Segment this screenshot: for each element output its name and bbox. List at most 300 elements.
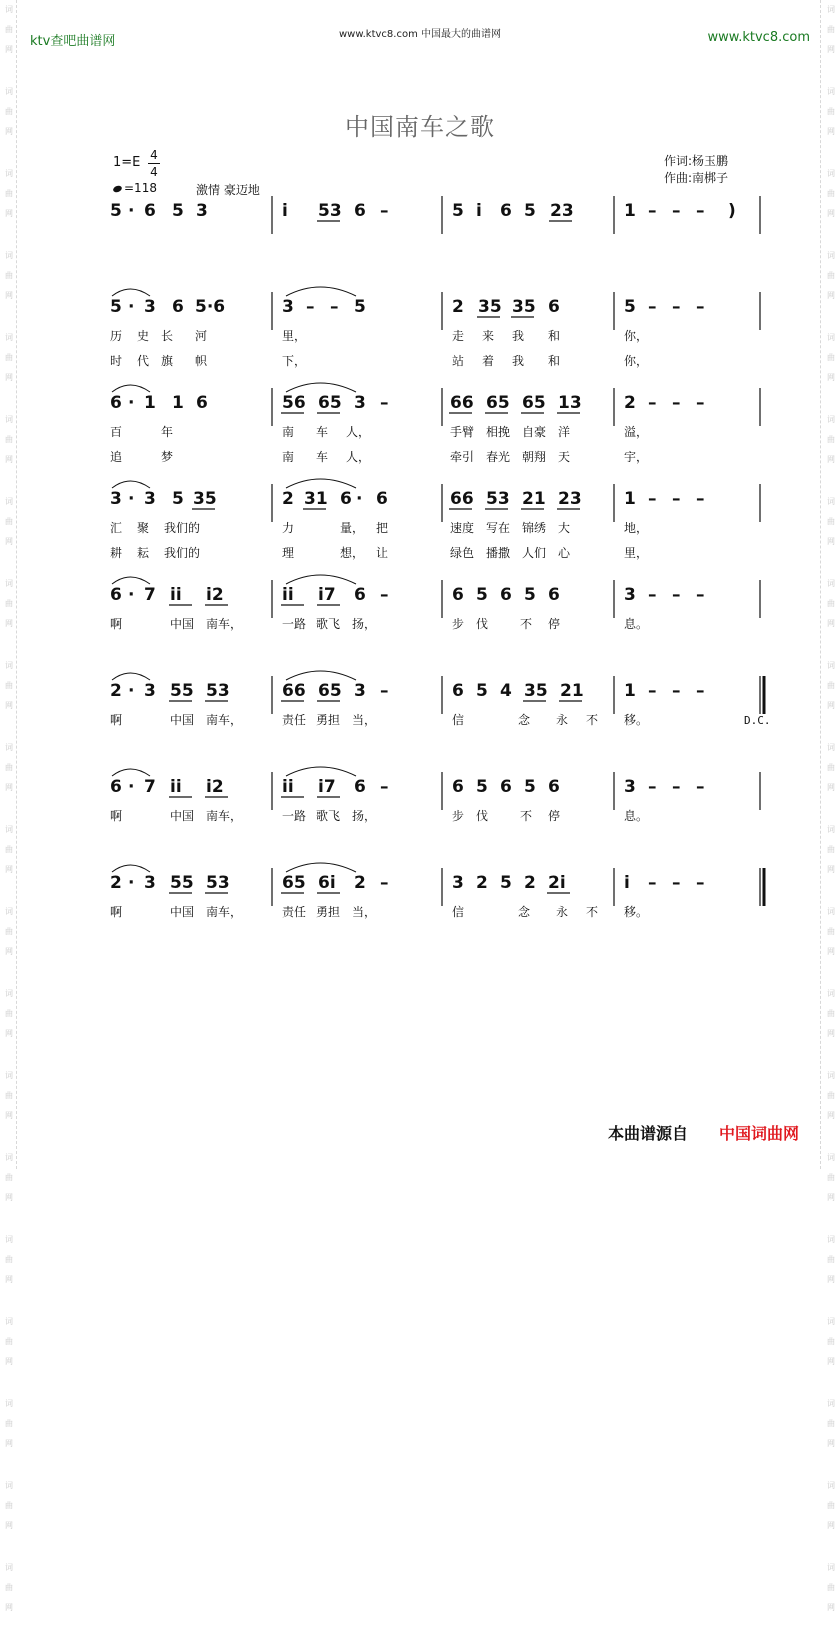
lyric: 理 [282,546,295,560]
note: 6i [318,873,336,893]
watermark-glyph: 词 [5,907,13,916]
note: 23 [550,201,574,221]
expression-marking: 激情 豪迈地 [196,183,260,197]
watermark-glyph: 曲 [5,1583,13,1592]
watermark-glyph: 词 [5,251,13,260]
note: 53 [318,201,342,221]
watermark-glyph: 网 [5,45,13,54]
slur [112,385,150,392]
note: 6 [376,489,388,509]
note: 6 [144,201,156,221]
watermark-glyph: 词 [5,743,13,752]
watermark-glyph: 网 [827,1111,835,1120]
lyric: 人， [346,450,371,464]
lyric: 下， [282,354,307,368]
watermark-glyph: 曲 [5,1009,13,1018]
lyric: 你， [624,354,649,368]
note: ii [282,777,294,797]
slur [286,671,356,680]
note: 53 [206,681,230,701]
note: – [380,777,389,797]
lyric: 梦 [161,450,174,464]
note: 3 [196,201,208,221]
lyric: 宇， [624,450,649,464]
note: 65 [282,873,306,893]
watermark-glyph: 曲 [827,435,835,444]
lyric: 永 [556,905,569,919]
watermark-glyph: 网 [827,373,835,382]
watermark-glyph: 曲 [827,681,835,690]
watermark-glyph: 词 [827,169,835,178]
note: – [648,777,657,797]
slur [112,769,150,776]
lyric: 车 [316,450,329,464]
watermark-glyph: 词 [827,1317,835,1326]
note: 6 [110,777,122,797]
watermark-glyph: 网 [5,373,13,382]
slur [112,289,150,296]
lyric: 站 [452,354,465,368]
lyric: 聚 [137,521,150,535]
watermark-glyph: 曲 [5,353,13,362]
note: 6 [110,585,122,605]
lyric: 牵引 [450,450,475,464]
watermark-glyph: 曲 [5,845,13,854]
note: 6 [172,297,184,317]
lyric: 步 [452,617,465,631]
watermark-glyph: 网 [5,783,13,792]
note: · [356,489,363,509]
watermark-glyph: 词 [5,1481,13,1490]
lyric: 中国 [170,713,195,727]
score-system [110,863,764,919]
note: 2 [110,873,122,893]
watermark-glyph: 词 [5,1399,13,1408]
note: 5 [172,201,184,221]
score-system [110,671,764,727]
lyric: 当， [352,905,377,919]
note: 55 [170,873,194,893]
lyric: 春光 [486,450,511,464]
watermark-glyph: 曲 [827,763,835,772]
slur [286,383,356,392]
note: 3 [144,297,156,317]
da-capo-mark: D.C. [744,714,771,727]
note: 56 [282,393,306,413]
lyric: 扬， [352,617,377,631]
note: – [648,489,657,509]
slur [286,767,356,776]
note: 2 [624,393,636,413]
watermark-glyph: 词 [5,5,13,14]
note: – [380,585,389,605]
score-system [110,767,760,823]
lyric: 车 [316,425,329,439]
note: 1 [144,393,156,413]
note: · [128,873,135,893]
note: – [672,489,681,509]
watermark-glyph: 词 [827,1153,835,1162]
note: 7 [144,777,156,797]
watermark-glyph: 网 [827,1603,835,1612]
lyric: 啊 [110,809,123,823]
lyric: 长 [161,329,174,343]
note: · [128,777,135,797]
note: 3 [110,489,122,509]
note: 6 [452,585,464,605]
note: 21 [522,489,546,509]
watermark-glyph: 曲 [827,271,835,280]
note: · [128,201,135,221]
watermark-glyph: 词 [827,415,835,424]
watermark-glyph: 词 [827,1563,835,1572]
watermark-glyph: 网 [827,865,835,874]
watermark-glyph: 词 [827,5,835,14]
note: – [672,873,681,893]
note: 6 [500,201,512,221]
note: i [476,201,482,221]
note: – [696,393,705,413]
watermark-glyph: 词 [5,1563,13,1572]
note: 6 [354,201,366,221]
note: 2 [476,873,488,893]
note: 5 [500,873,512,893]
watermark-glyph: 网 [827,537,835,546]
lyric: 相挽 [486,425,511,439]
note: 6 [452,777,464,797]
lyric: 中国 [170,809,195,823]
lyric: 大 [558,521,571,535]
note: i7 [318,585,336,605]
lyric: 信 [452,905,465,919]
watermark-glyph: 网 [827,947,835,956]
watermark-glyph: 网 [5,1111,13,1120]
note: – [648,681,657,701]
lyric: 时 [110,354,123,368]
watermark-glyph: 网 [5,701,13,710]
lyric: 伐 [476,617,489,631]
watermark-glyph: 词 [827,251,835,260]
watermark-glyph: 网 [5,537,13,546]
watermark-glyph: 词 [5,989,13,998]
watermark-glyph: 词 [827,1071,835,1080]
note: 6 [452,681,464,701]
lyric: 啊 [110,713,123,727]
lyric: 南 [282,425,295,439]
watermark-glyph: 网 [827,1439,835,1448]
note: 3 [354,393,366,413]
lyric: 汇 [110,521,123,535]
note: – [672,297,681,317]
lyric: 南 [282,450,295,464]
watermark-glyph: 网 [5,1439,13,1448]
watermark-glyph: 曲 [827,189,835,198]
watermark-glyph: 词 [827,579,835,588]
lyric: 溢， [624,425,649,439]
lyric: 史 [137,329,150,343]
note: i [624,873,630,893]
watermark-glyph: 曲 [827,927,835,936]
lyric: 念 [518,713,531,727]
note: 6 [354,777,366,797]
site-url-right[interactable]: www.ktvc8.com [707,30,810,45]
watermark-glyph: 词 [827,333,835,342]
watermark-glyph: 曲 [5,1501,13,1510]
note: – [380,393,389,413]
lyric: 当， [352,713,377,727]
source-site-link[interactable]: 中国词曲网 [719,1124,800,1143]
watermark-glyph: 网 [5,865,13,874]
note: 2 [524,873,536,893]
lyric: 历 [110,329,123,343]
note: ii [170,777,182,797]
note: 6 [354,585,366,605]
note: 53 [206,873,230,893]
note: · [128,489,135,509]
watermark-glyph: 词 [5,661,13,670]
lyric: 速度 [450,521,475,535]
watermark-glyph: 曲 [5,189,13,198]
lyric: 把 [376,521,389,535]
watermark-glyph: 网 [827,619,835,628]
watermark-glyph: 网 [5,1275,13,1284]
watermark-glyph: 词 [827,1481,835,1490]
note: 65 [486,393,510,413]
note: – [648,297,657,317]
watermark-glyph: 曲 [5,1419,13,1428]
lyric: 息。 [624,809,649,823]
watermark-glyph: 词 [5,87,13,96]
lyric: 中国 [170,905,195,919]
lyric: 力 [282,521,295,535]
note: 3 [144,681,156,701]
lyric: 我们的 [164,546,201,560]
note: 35 [478,297,502,317]
lyric: 走 [452,329,465,343]
lyric: 想， [340,546,365,560]
note: – [380,201,389,221]
watermark-glyph: 词 [827,661,835,670]
note: 53 [486,489,510,509]
lyric: 我 [512,354,525,368]
note: 55 [170,681,194,701]
watermark-glyph: 词 [5,1071,13,1080]
watermark-glyph: 曲 [5,517,13,526]
source-label: 本曲谱源自 [608,1124,689,1143]
lyric: 洋 [558,425,571,439]
lyric: 让 [376,546,389,560]
slur [112,577,150,584]
note: 5 [476,585,488,605]
note: · [128,585,135,605]
time-signature-bottom: 4 [148,163,160,180]
note: – [648,873,657,893]
note: 66 [450,489,474,509]
watermark-glyph: 网 [827,1521,835,1530]
lyric: 中国 [170,617,195,631]
score-system [110,196,760,234]
note: 5 [476,777,488,797]
lyric: 里， [282,329,307,343]
note: 2 [452,297,464,317]
lyric: 责任 [282,713,307,727]
watermark-glyph: 曲 [827,353,835,362]
note: 5 [476,681,488,701]
lyric: 永 [556,713,569,727]
song-title: 中国南车之歌 [345,113,495,141]
note: · [128,297,135,317]
note: i2 [206,585,224,605]
lyric: 南车， [206,809,243,823]
lyric: 和 [548,354,561,368]
note: 2i [548,873,566,893]
note: ii [282,585,294,605]
watermark-glyph: 词 [5,1153,13,1162]
watermark-glyph: 网 [5,1357,13,1366]
note: – [330,297,339,317]
watermark-glyph: 网 [827,1275,835,1284]
note: 1 [172,393,184,413]
lyric: 播撒 [486,546,511,560]
note: 66 [450,393,474,413]
lyric: 河 [195,329,208,343]
note: – [696,201,705,221]
slur [286,863,356,872]
note: 5 [452,201,464,221]
lyric: 帜 [195,354,208,368]
watermark-glyph: 曲 [5,681,13,690]
lyric: 责任 [282,905,307,919]
lyric: 信 [452,713,465,727]
lyricist-credit: 作词:杨玉鹏 [664,154,729,168]
slur [112,673,150,680]
watermark-glyph: 网 [827,1193,835,1202]
note: – [648,201,657,221]
slur [286,479,356,488]
lyric: 和 [548,329,561,343]
lyric: 心 [558,546,571,560]
note: – [672,585,681,605]
lyric: 年 [161,425,174,439]
note: 5 [354,297,366,317]
watermark-glyph: 曲 [827,25,835,34]
note: 3 [354,681,366,701]
lyric: 停 [548,617,561,631]
note: 3 [144,873,156,893]
watermark-glyph: 词 [827,907,835,916]
site-name-left[interactable]: ktv查吧曲谱网 [30,34,116,49]
note: 65 [522,393,546,413]
note: 6 [548,585,560,605]
watermark-glyph: 网 [827,209,835,218]
watermark-glyph: 词 [5,579,13,588]
lyric: 我 [512,329,525,343]
lyric: 地， [624,521,649,535]
watermark-glyph: 词 [827,743,835,752]
note: 4 [500,681,512,701]
watermark-glyph: 曲 [5,599,13,608]
watermark-glyph: 曲 [827,1583,835,1592]
lyric: 锦绣 [522,521,547,535]
lyric: 人们 [522,546,547,560]
note: 5 [624,297,636,317]
note: 5 [110,297,122,317]
watermark-glyph: 网 [5,1029,13,1038]
lyric: 啊 [110,905,123,919]
lyric: 歌飞 [316,617,341,631]
note: 6 [548,297,560,317]
lyric: 绿色 [450,546,475,560]
note: – [672,681,681,701]
tempo-value: =118 [124,181,157,195]
note: – [696,489,705,509]
watermark-glyph: 曲 [827,1173,835,1182]
watermark-glyph: 词 [5,333,13,342]
note: 3 [624,585,636,605]
note: 2 [282,489,294,509]
lyric: 百 [110,425,123,439]
watermark-glyph: 曲 [5,271,13,280]
watermark-glyph: 词 [5,497,13,506]
site-slogan: www.ktvc8.com 中国最大的曲谱网 [338,29,501,40]
note: – [696,585,705,605]
note: 35 [512,297,536,317]
note: – [696,681,705,701]
note: 65 [318,681,342,701]
note: 6 [500,777,512,797]
lyric: 一路 [282,809,307,823]
lyric: 勇担 [316,713,341,727]
lyric: 扬， [352,809,377,823]
lyric: 量， [340,521,365,535]
watermark-glyph: 网 [5,1521,13,1530]
watermark-glyph: 词 [827,1399,835,1408]
note: 5 [524,777,536,797]
lyric: 南车， [206,617,243,631]
watermark-glyph: 曲 [5,1091,13,1100]
watermark-glyph: 曲 [827,845,835,854]
lyric: 勇担 [316,905,341,919]
score-system [110,575,760,631]
note: 6 [340,489,352,509]
watermark-glyph: 词 [827,825,835,834]
watermark-glyph: 曲 [5,1337,13,1346]
note: 21 [560,681,584,701]
note: i [282,201,288,221]
lyric: 代 [137,354,150,368]
lyric: 追 [110,450,123,464]
watermark-glyph: 曲 [827,1255,835,1264]
watermark-glyph: 曲 [5,763,13,772]
lyric: 移。 [624,713,649,727]
lyric: 不 [586,905,599,919]
lyric: 停 [548,809,561,823]
watermark-glyph: 网 [827,127,835,136]
lyric: 步 [452,809,465,823]
note: 5 [524,585,536,605]
note: 6 [196,393,208,413]
lyric: 旗 [161,354,174,368]
watermark-glyph: 网 [827,783,835,792]
key-signature: 1=E [113,155,141,170]
lyric: 天 [558,450,571,464]
note: i2 [206,777,224,797]
lyric: 念 [518,905,531,919]
watermark-glyph: 网 [5,947,13,956]
watermark-glyph: 曲 [827,107,835,116]
score-system [110,479,760,560]
note: 7 [144,585,156,605]
